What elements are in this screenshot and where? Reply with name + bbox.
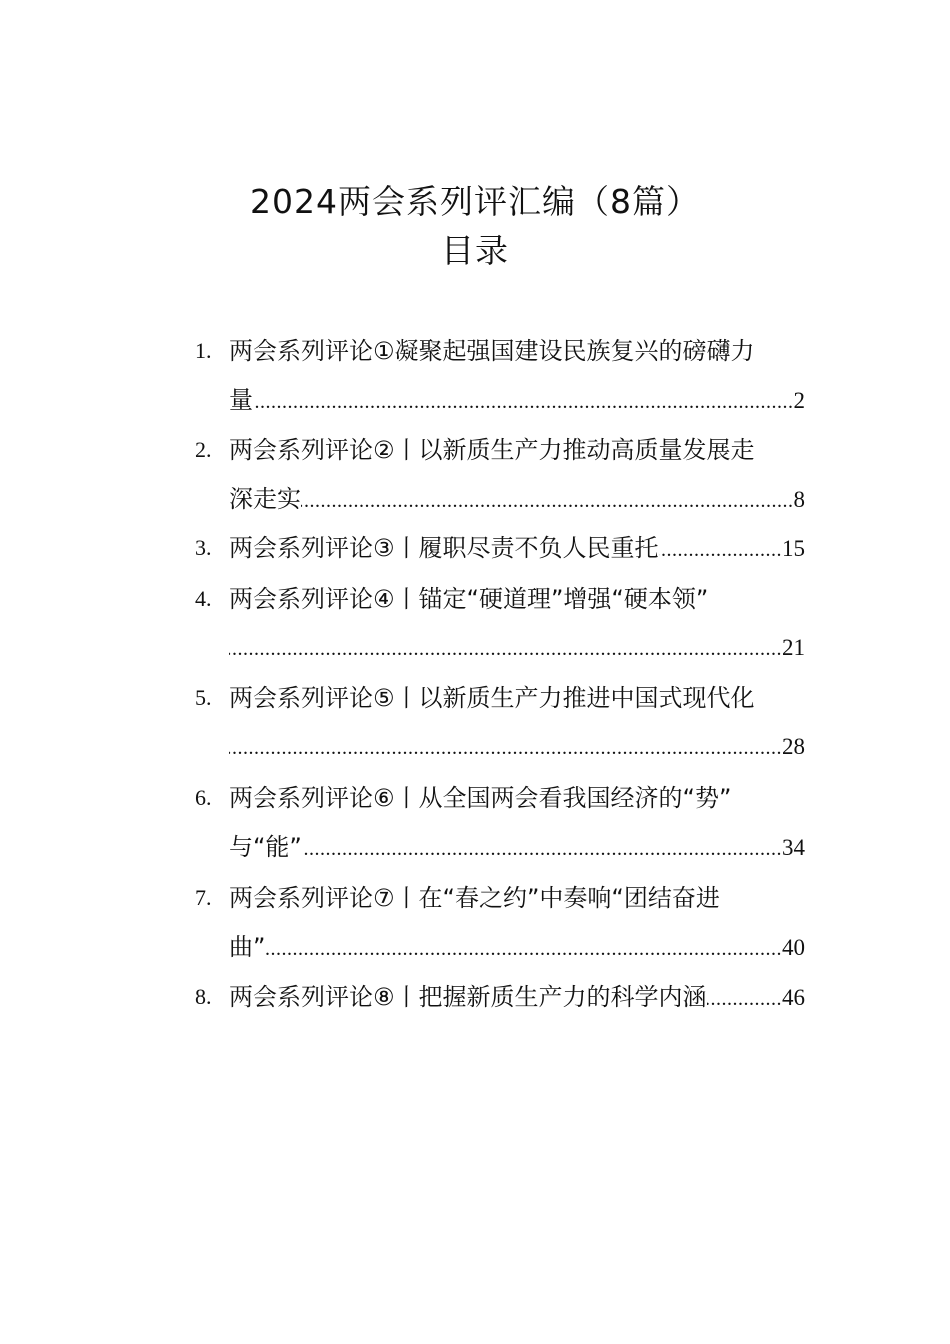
dot-leader [229,634,782,664]
toc-entry-leader-line [229,385,805,415]
toc-heading: 目录 [441,231,509,270]
toc-entry-title: 两会系列评论④丨锚定“硬道理”增强“硬本领” [229,585,709,613]
toc-entry-page: 21 [782,635,805,660]
dot-leader [707,984,782,1014]
toc-entry-leader-line [229,533,805,563]
toc-entry-leader-line [229,732,805,762]
toc-entry-title: 两会系列评论⑧丨把握新质生产力的科学内涵 [229,983,707,1011]
toc-entry-title: 两会系列评论⑤丨以新质生产力推进中国式现代化 [229,684,755,712]
toc-entry-leader-line [229,484,805,514]
document-title: 2024两会系列评汇编（8篇） [250,182,700,221]
toc-entry-number: 2. [195,437,212,462]
toc-entry-page: 2 [793,388,805,413]
toc-entry-title-continued: 与“能” [229,833,302,861]
toc-entry-title: 两会系列评论⑥丨从全国两会看我国经济的“势” [229,784,732,812]
toc-entry-title: 两会系列评论②丨以新质生产力推动高质量发展走 [229,436,755,464]
toc-entry-leader-line [229,932,805,962]
toc-entry-number: 4. [195,586,212,611]
toc-entry-leader-line [229,982,805,1012]
toc-entry-leader-line [229,832,805,862]
toc-entry-title: 两会系列评论⑦丨在“春之约”中奏响“团结奋进 [229,884,720,912]
toc-entry-title: 两会系列评论③丨履职尽责不负人民重托 [229,534,659,562]
toc-entry-leader-line [229,633,805,663]
toc-entry-number: 1. [195,338,212,363]
toc-entry-page: 28 [782,734,805,759]
toc-entry-number: 5. [195,685,212,710]
toc-entry-page: 46 [782,985,805,1010]
toc-entry-page: 8 [793,487,805,512]
dot-leader [301,486,794,516]
dot-leader [229,733,782,763]
dot-leader [302,834,782,864]
toc-entry-page: 40 [782,935,805,960]
toc-entry-number: 8. [195,984,212,1009]
dot-leader [253,387,794,417]
toc-entry-title-continued: 曲” [229,933,266,961]
toc-entry-page: 34 [782,835,805,860]
toc-entry-page: 15 [782,536,805,561]
toc-entry-title: 两会系列评论①凝聚起强国建设民族复兴的磅礴力 [229,337,755,365]
toc-entry-title-continued: 深走实 [229,485,301,513]
toc-entry-number: 6. [195,785,212,810]
dot-leader [265,934,782,964]
toc-entry-number: 3. [195,535,212,560]
dot-leader [659,535,782,565]
toc-entry-number: 7. [195,885,212,910]
toc-entry-title-continued: 量 [229,386,253,414]
